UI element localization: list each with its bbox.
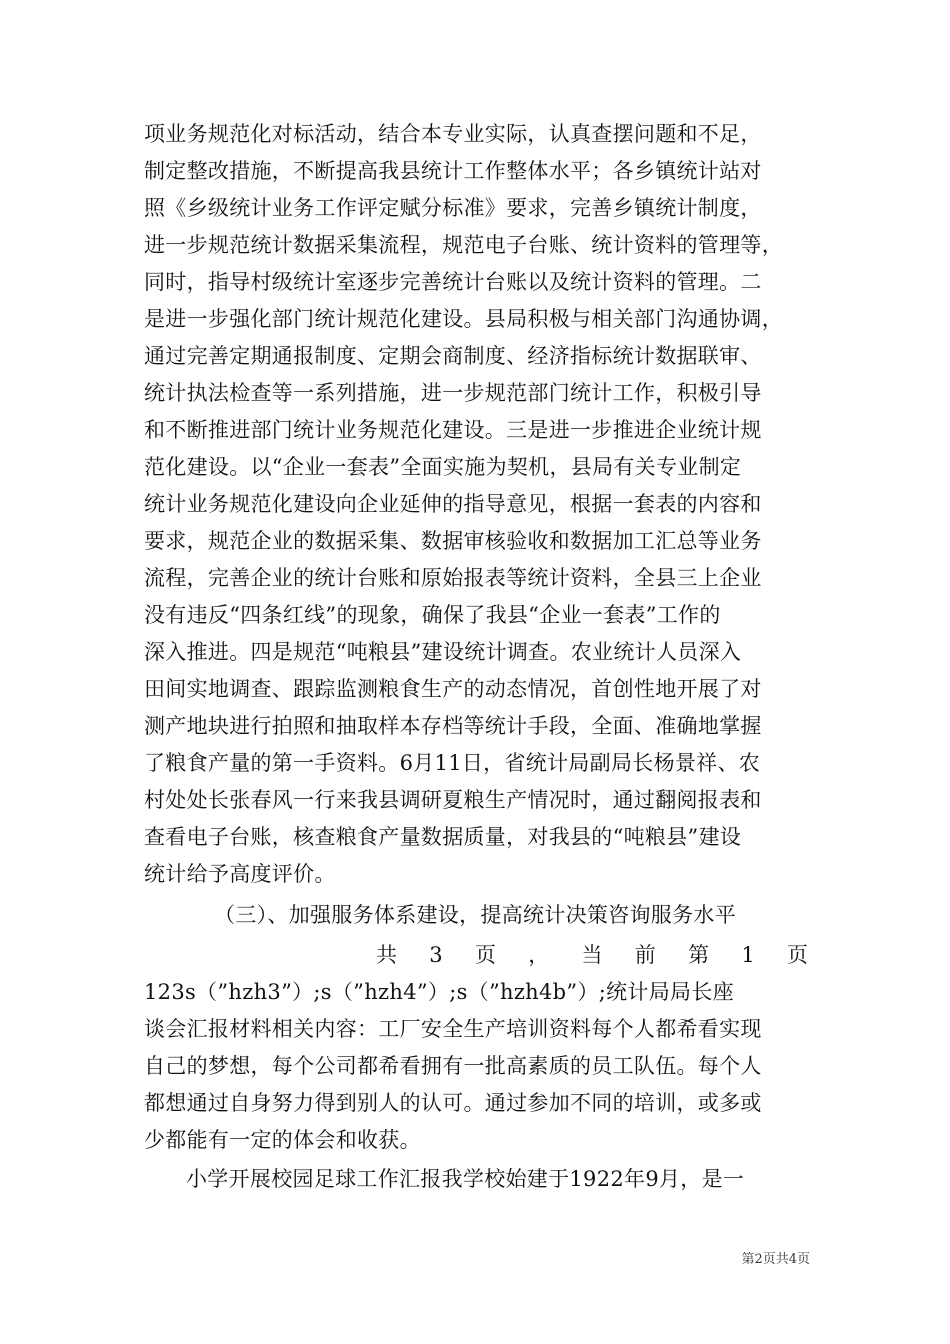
text-line: 统计业务规范化建设向企业延伸的指导意见，根据一套表的内容和 — [144, 492, 762, 516]
text-line: 统计给予高度评价。 — [144, 862, 336, 886]
section-heading: （三）、加强服务体系建设，提高统计决策咨询服务水平 — [214, 903, 736, 927]
page-counter-token: 共 — [376, 943, 397, 967]
text-line: 都想通过自身努力得到别人的认可。通过参加不同的培训，或多或 — [144, 1091, 762, 1115]
text-line: 了粮食产量的第一手资料。6月11日，省统计局副局长杨景祥、农 — [144, 751, 761, 775]
text-line: 村处处长张春风一行来我县调研夏粮生产情况时，通过翻阅报表和 — [144, 788, 762, 812]
text-line: 要求，规范企业的数据采集、数据审核验收和数据加工汇总等业务 — [144, 529, 762, 553]
text-line: 统计执法检查等一系列措施，进一步规范部门统计工作，积极引导 — [144, 381, 762, 405]
page-counter-token: ， — [528, 943, 550, 967]
text-line: 项业务规范化对标活动，结合本专业实际，认真查摆问题和不足， — [144, 122, 762, 146]
text-line: 同时，指导村级统计室逐步完善统计台账以及统计资料的管理。二 — [144, 270, 762, 294]
page-counter-token: 第 — [688, 943, 710, 967]
text-line: 制定整改措施，不断提高我县统计工作整体水平；各乡镇统计站对 — [144, 159, 762, 183]
text-line: 通过完善定期通报制度、定期会商制度、经济指标统计数据联审、 — [144, 344, 762, 368]
text-line: 自己的梦想，每个公司都希看拥有一批高素质的员工队伍。每个人 — [144, 1054, 762, 1078]
page-counter-token: 3 — [429, 943, 443, 967]
text-line: 123s（”hzh3”）;s（”hzh4”）;s（”hzh4b”）;统计局局长座 — [144, 980, 734, 1004]
page-number-footer: 第2页共4页 — [741, 1252, 810, 1267]
text-line: 谈会汇报材料相关内容：工厂安全生产培训资料每个人都希看实现 — [144, 1017, 762, 1041]
text-line: 没有违反“四条红线”的现象，确保了我县“企业一套表”工作的 — [144, 603, 721, 627]
text-line: 进一步规范统计数据采集流程，规范电子台账、统计资料的管理等， — [144, 233, 783, 257]
page-counter-token: 前 — [634, 943, 656, 967]
text-line: 照《乡级统计业务工作评定赋分标准》要求，完善乡镇统计制度， — [144, 196, 762, 220]
text-line: 范化建设。以“企业一套表”全面实施为契机，县局有关专业制定 — [144, 455, 742, 479]
page-counter-token: 页 — [474, 943, 496, 967]
text-line: 和不断推进部门统计业务规范化建设。三是进一步推进企业统计规 — [144, 418, 762, 442]
text-line: 田间实地调查、跟踪监测粮食生产的动态情况，首创性地开展了对 — [144, 677, 762, 701]
text-line: 小学开展校园足球工作汇报我学校始建于1922年9月，是一 — [186, 1167, 745, 1191]
text-line: 深入推进。四是规范“吨粮县”建设统计调查。农业统计人员深入 — [144, 640, 742, 664]
text-line: 流程，完善企业的统计台账和原始报表等统计资料，全县三上企业 — [144, 566, 762, 590]
text-line: 是进一步强化部门统计规范化建设。县局积极与相关部门沟通协调， — [144, 307, 783, 331]
page-counter-token: 当 — [581, 943, 603, 967]
page-counter — [376, 941, 808, 970]
text-line: 少都能有一定的体会和收获。 — [144, 1128, 421, 1152]
text-line: 查看电子台账，核查粮食产量数据质量，对我县的“吨粮县”建设 — [144, 825, 742, 849]
text-line: 测产地块进行拍照和抽取样本存档等统计手段，全面、准确地掌握 — [144, 714, 762, 738]
page-counter-token: 1 — [741, 943, 755, 967]
page-counter-token: 页 — [787, 943, 808, 967]
